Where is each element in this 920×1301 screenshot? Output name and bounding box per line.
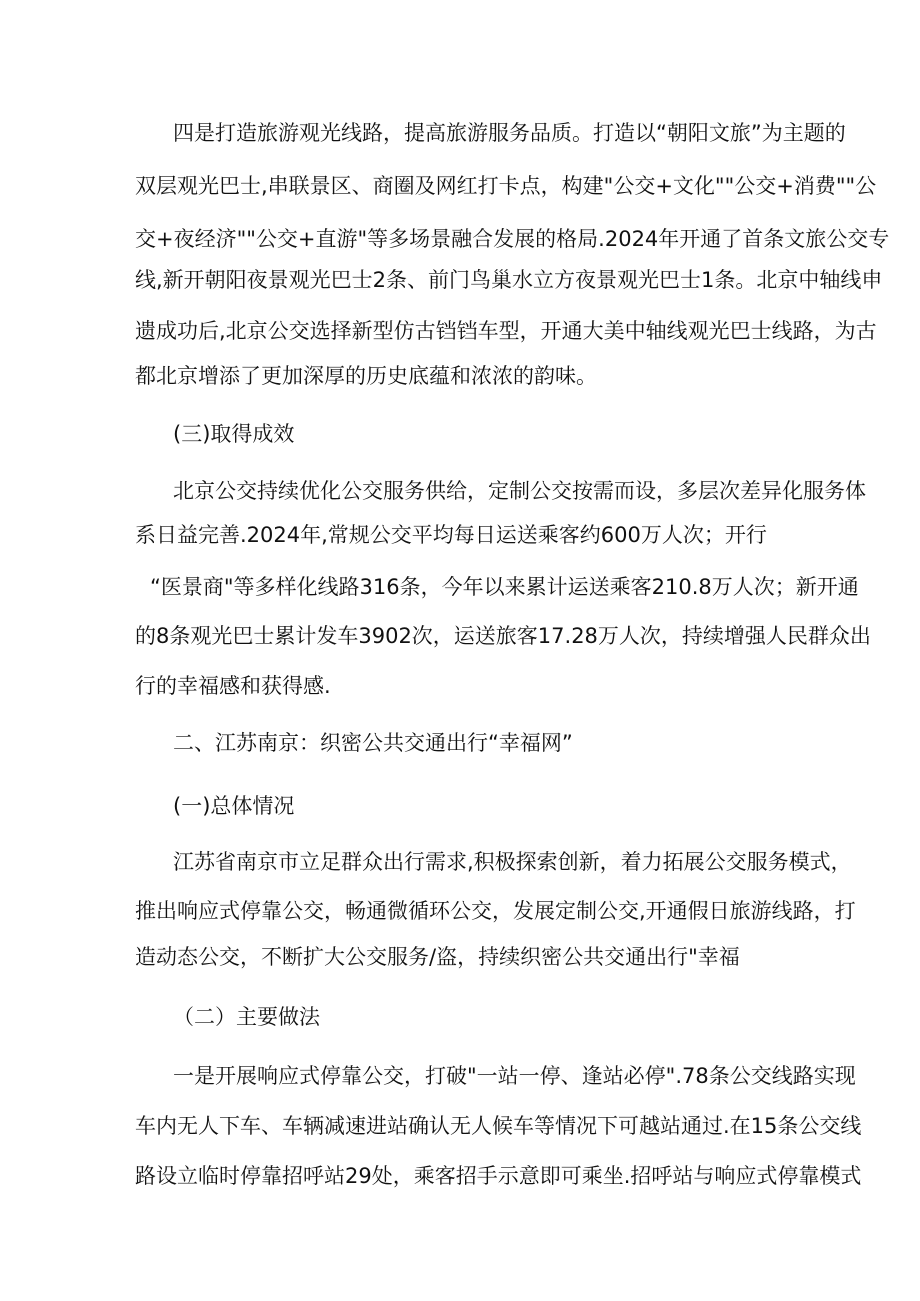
paragraph-4-line-3: 路设立临时停靠招呼站29处，乘客招手示意即可乘坐.招呼站与响应式停靠模式 (135, 1164, 862, 1188)
paragraph-2-line-2: 系日益完善.2024年,常规公交平均每日运送乘客约600万人次；开行 (135, 523, 767, 547)
paragraph-1-line-6: 都北京增添了更加深厚的历史底蕴和浓浓的韵味。 (135, 364, 597, 388)
paragraph-3-line-2: 推出响应式停靠公交，畅通微循环公交，发展定制公交,开通假日旅游线路，打 (135, 899, 856, 923)
section-heading-practices: （二）主要做法 (173, 1005, 320, 1029)
paragraph-1-line-1: 四是打造旅游观光线路，提高旅游服务品质。打造以“朝阳文旅”为主题的 (173, 121, 846, 145)
paragraph-1-line-2: 双层观光巴士,串联景区、商圈及网红打卡点，构建"公交+文化""公交+消费""公 (135, 174, 877, 198)
paragraph-4-line-2: 车内无人下车、车辆减速进站确认无人候车等情况下可越站通过.在15条公交线 (135, 1114, 862, 1138)
paragraph-3-line-3: 造动态公交，不断扩大公交服务/盗，持续织密公共交通出行"幸福 (135, 945, 740, 969)
paragraph-2-line-5: 行的幸福感和获得感. (135, 674, 331, 698)
section-heading-overview: (一)总体情况 (173, 794, 295, 818)
paragraph-1-line-5: 遗成功后,北京公交选择新型仿古铛铛车型，开通大美中轴线观光巴士线路，为古 (135, 319, 877, 343)
paragraph-2-line-4: 的8条观光巴士累计发车3902次，运送旅客17.28万人次，持续增强人民群众出 (135, 624, 871, 648)
paragraph-1-line-3: 交+夜经济""公交+直游"等多场景融合发展的格局.2024年开通了首条文旅公交专 (135, 227, 890, 251)
section-heading-results: (三)取得成效 (173, 422, 295, 446)
paragraph-4-line-1: 一是开展响应式停靠公交，打破"一站一停、逢站必停".78条公交线路实现 (173, 1064, 856, 1088)
paragraph-3-line-1: 江苏省南京市立足群众出行需求,积极探索创新，着力拓展公交服务模式， (173, 850, 852, 874)
paragraph-2-line-3: “医景商"等多样化线路316条，今年以来累计运送乘客210.8万人次；新开通 (150, 575, 859, 599)
paragraph-2-line-1: 北京公交持续优化公交服务供给，定制公交按需而设，多层次差异化服务体 (173, 479, 866, 503)
section-heading-nanjing: 二、江苏南京：织密公共交通出行“幸福网” (173, 731, 573, 755)
paragraph-1-line-4: 线,新开朝阳夜景观光巴士2条、前门鸟巢水立方夜景观光巴士1条。北京中轴线申 (135, 268, 883, 292)
